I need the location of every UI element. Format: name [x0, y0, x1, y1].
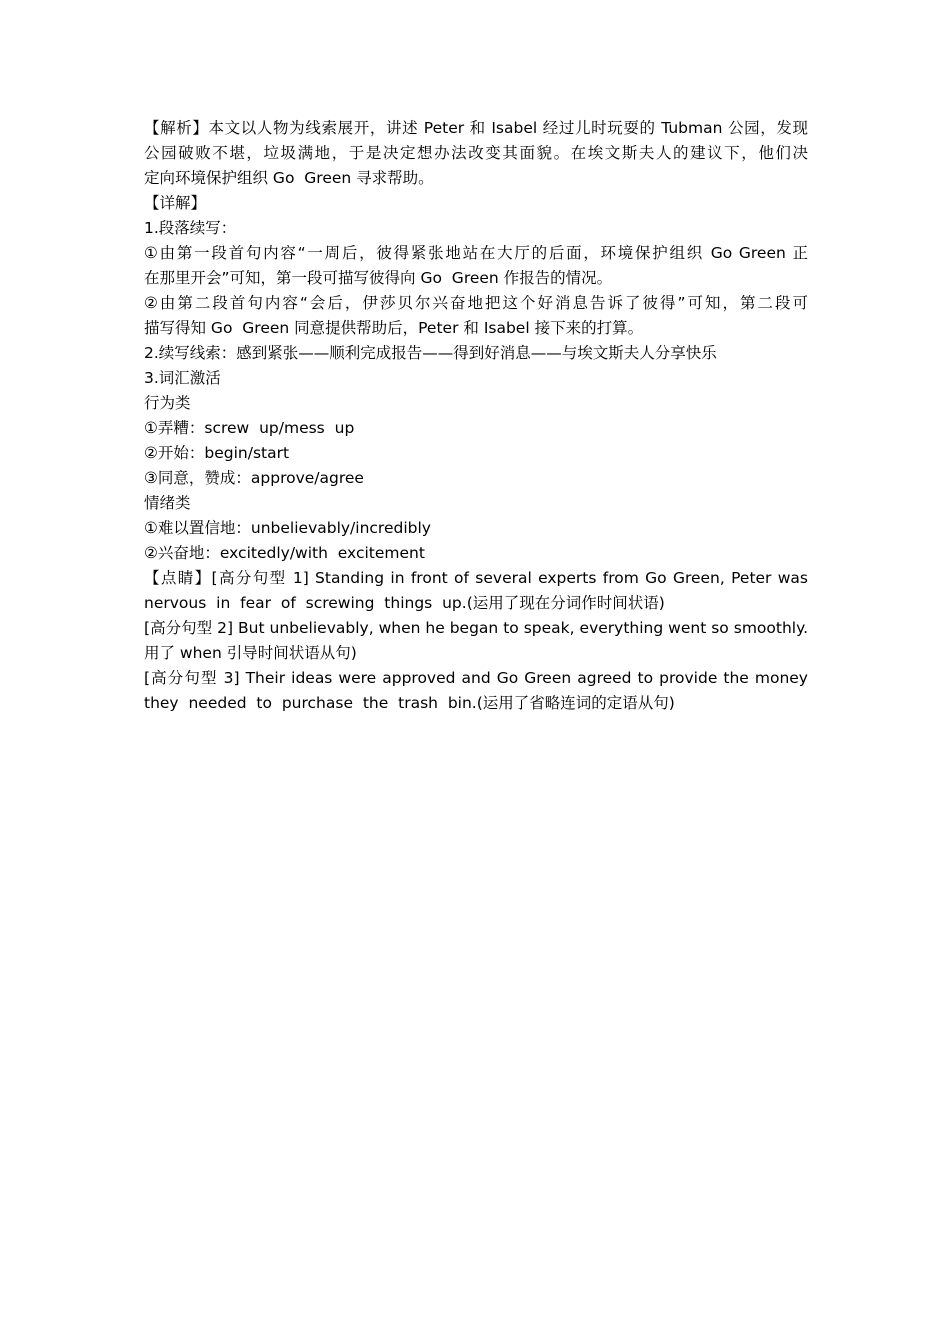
text-line: 情绪类 — [144, 494, 191, 512]
text-line: 【解析】本文以人物为线索展开，讲述 Peter 和 Isabel 经过儿时玩耍的 Tubman 公园，发现 — [144, 119, 808, 137]
document-body — [144, 116, 808, 716]
text-line: 公园破败不堪，垃圾满地，于是决定想办法改变其面貌。在埃文斯夫人的建议下，他们决 — [144, 144, 808, 162]
text-line: 行为类 — [144, 394, 191, 412]
text-line: ②开始：begin/start — [144, 444, 290, 462]
text-line: 描写得知 Go Green 同意提供帮助后，Peter 和 Isabel 接下来的打算。 — [144, 319, 644, 337]
text-line: 【详解】 — [144, 194, 207, 212]
text-line: nervous in fear of screwing things up.(运用了现在分词作时间状语) — [144, 594, 665, 612]
text-line: ①难以置信地：unbelievably/incredibly — [144, 519, 431, 537]
text-line: 1.段落续写： — [144, 219, 237, 237]
text-line: 2.续写线索：感到紧张——顺利完成报告——得到好消息——与埃文斯夫人分享快乐 — [144, 344, 717, 362]
text-line: 3.词汇激活 — [144, 369, 221, 387]
text-line: [高分句型 3] Their ideas were approved and Go Green agreed to provide the money — [144, 669, 808, 687]
text-line: 用了 when 引导时间状语从句) — [144, 644, 357, 662]
text-line: ②兴奋地：excitedly/with excitement — [144, 544, 425, 562]
text-line: ③同意，赞成：approve/agree — [144, 469, 364, 487]
text-line: ①弄糟：screw up/mess up — [144, 419, 355, 437]
text-line: [高分句型 2] But unbelievably, when he began to speak, everything went so smoothly. — [144, 619, 808, 637]
text-line: ②由第二段首句内容“会后，伊莎贝尔兴奋地把这个好消息告诉了彼得”可知，第二段可 — [144, 294, 808, 312]
text-line: they needed to purchase the trash bin.(运用了省略连词的定语从句) — [144, 694, 675, 712]
text-line: ①由第一段首句内容“一周后，彼得紧张地站在大厅的后面，环境保护组织 Go Green 正 — [144, 244, 808, 262]
text-line: 【点睛】[高分句型 1] Standing in front of several experts from Go Green, Peter was — [144, 569, 808, 587]
text-line: 在那里开会”可知，第一段可描写彼得向 Go Green 作报告的情况。 — [144, 269, 613, 287]
text-line: 定向环境保护组织 Go Green 寻求帮助。 — [144, 169, 434, 187]
